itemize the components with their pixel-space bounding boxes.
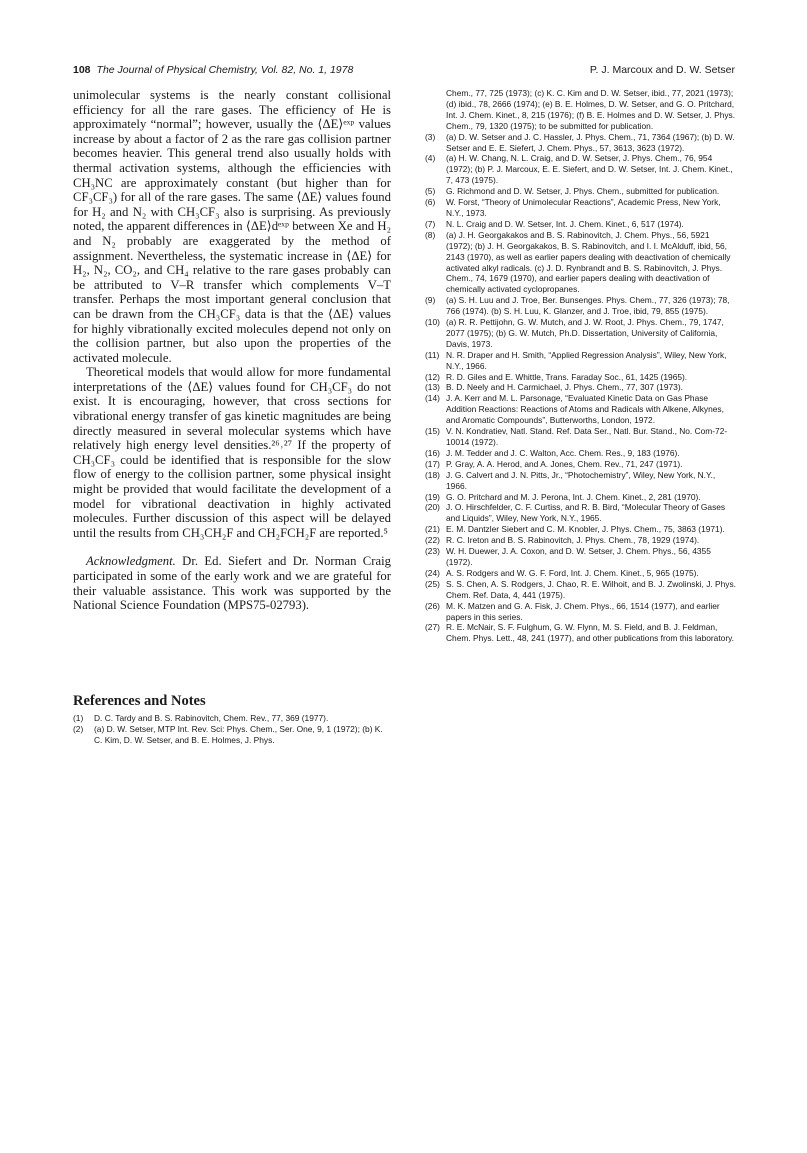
acknowledgment-text: Dr. Ed. Siefert and Dr. Norman Craig participated in some of the early work and we are grateful for their valuable assistance. This work was supported by the National Science Foundation (MPS75-02793). bbox=[73, 554, 391, 613]
reference-number: (2) bbox=[73, 723, 84, 734]
reference-number: (18) bbox=[425, 469, 440, 480]
reference-number: (6) bbox=[425, 197, 436, 208]
reference-number: (11) bbox=[425, 349, 440, 360]
running-header bbox=[73, 64, 735, 80]
reference-item bbox=[425, 524, 737, 535]
reference-text: J. O. Hirschfelder, C. F. Curtiss, and R. B. Bird, “Molecular Theory of Gases and Liquids”, Wiley, New York, N.Y., 1965. bbox=[446, 502, 726, 524]
acknowledgment-paragraph bbox=[73, 554, 391, 612]
reference-item bbox=[425, 295, 737, 317]
journal-citation: The Journal of Physical Chemistry, Vol. 82, No. 1, 1978 bbox=[96, 64, 354, 76]
reference-text: (a) H. W. Chang, N. L. Craig, and D. W. Setser, J. Phys. Chem., 76, 954 (1972); (b) P. J. Marcoux, E. E. Siefert, and D. W. Setser, Int. J. Chem. Kinet., 7, 473 (1975). bbox=[446, 153, 733, 186]
reference-item bbox=[425, 470, 737, 492]
reference-text: R. C. Ireton and B. S. Rabinovitch, J. Phys. Chem., 78, 1929 (1974). bbox=[446, 535, 700, 546]
reference-text: B. D. Neely and H. Carmichael, J. Phys. Chem., 77, 307 (1973). bbox=[446, 382, 683, 393]
reference-number: (22) bbox=[425, 535, 440, 546]
reference-item bbox=[73, 713, 391, 724]
reference-text: (a) D. W. Setser and J. C. Hassler, J. Phys. Chem., 71, 7364 (1967); (b) D. W. Setser and E. E. Siefert, J. Chem. Phys., 57, 3613, 3623 (1972). bbox=[446, 131, 735, 153]
reference-number: (27) bbox=[425, 622, 440, 633]
header-left bbox=[73, 64, 353, 76]
body-paragraph-2: Theoretical models that would allow for more fundamental interpretations of the ⟨ΔE⟩ values found for CH₃CF₃ do not exist. It is encouraging, however, that cross sections for vibrational energy transfer of gas kinetic magnitudes are being directly measured in several molecular systems which have relatively high energy level densities.²⁶˒²⁷ If the property of CH₃CF₃ could be identified that is responsible for the slow flow of energy to the collision partner, some physical insight might be provided that would facilitate the development of a model for vibrational deactivation in highly activated molecules. Further discussion of this aspect will be delayed until the results from CH₃CH₂F and CH₂FCH₂F are reported.⁵ bbox=[73, 365, 391, 540]
reference-item bbox=[425, 382, 737, 393]
reference-number: (17) bbox=[425, 458, 440, 469]
reference-text: (a) S. H. Luu and J. Troe, Ber. Bunsenges. Phys. Chem., 77, 326 (1973); 78, 766 (1974). (b) S. H. Luu, K. Glanzer, and J. Troe, ibid, 79, 855 (1975). bbox=[446, 295, 730, 317]
reference-number: (16) bbox=[425, 447, 440, 458]
reference-text: W. Forst, “Theory of Unimolecular Reactions”, Academic Press, New York, N.Y., 1973. bbox=[446, 197, 721, 218]
reference-text: (a) J. H. Georgakakos and B. S. Rabinovitch, J. Chem. Phys., 56, 5921 (1972); (b) J. H. Georgakakos, B. S. Rabinovitch, and I. I. McAlduff, ibid, 56, 2143 (1970), as well as earlier papers dealing with deactivation of chemically activated alkyl radicals. (c) J. D. Rynbrandt and B. S. Rabinovitch, J. Phys. Chem., 74, 1679 (1970), and earlier papers dealing with deactivation of chemically activated cyclopropanes. bbox=[446, 229, 731, 295]
reference-item bbox=[425, 186, 737, 197]
reference-text: R. D. Giles and E. Whittle, Trans. Faraday Soc., 61, 1425 (1965). bbox=[446, 371, 688, 382]
reference-text: N. R. Draper and H. Smith, “Applied Regression Analysis”, Wiley, New York, N.Y., 1966. bbox=[446, 349, 727, 371]
reference-item bbox=[425, 197, 737, 219]
reference-number: (5) bbox=[425, 186, 436, 197]
reference-number: (14) bbox=[425, 393, 440, 404]
reference-number: (9) bbox=[425, 295, 436, 306]
reference-item bbox=[425, 459, 737, 470]
reference-text: W. H. Duewer, J. A. Coxon, and D. W. Setser, J. Chem. Phys., 56, 4355 (1972). bbox=[446, 546, 711, 567]
reference-text: R. E. McNair, S. F. Fulghum, G. W. Flynn, M. S. Field, and B. J. Feldman, Chem. Phys. Lett., 48, 241 (1977), and other publications from this laboratory. bbox=[446, 622, 735, 644]
reference-text: J. M. Tedder and J. C. Walton, Acc. Chem. Res., 9, 183 (1976). bbox=[446, 447, 680, 458]
references-list-right bbox=[425, 88, 737, 644]
reference-item bbox=[425, 153, 737, 186]
reference-text: J. A. Kerr and M. L. Parsonage, “Evaluated Kinetic Data on Gas Phase Addition Reactions: Reactions of Atoms and Radicals with Alkene, Alkynes, and Aromatic Compounds”, Butterworths, London, 1972. bbox=[446, 393, 724, 426]
acknowledgment-label: Acknowledgment. bbox=[86, 554, 176, 569]
reference-number: (25) bbox=[425, 578, 440, 589]
reference-continuation bbox=[425, 88, 737, 132]
reference-text: G. O. Pritchard and M. J. Perona, Int. J. Chem. Kinet., 2, 281 (1970). bbox=[446, 491, 701, 502]
references-heading: References and Notes bbox=[73, 693, 206, 709]
reference-item bbox=[425, 350, 737, 372]
reference-text: E. M. Dantzler Siebert and C. M. Knobler, J. Phys. Chem., 75, 3863 (1971). bbox=[446, 524, 725, 535]
reference-item bbox=[425, 601, 737, 623]
body-text-column bbox=[73, 88, 391, 613]
reference-text: D. C. Tardy and B. S. Rabinovitch, Chem. Rev., 77, 369 (1977). bbox=[94, 713, 329, 723]
reference-number: (7) bbox=[425, 218, 436, 229]
reference-number: (24) bbox=[425, 567, 440, 578]
reference-number: (19) bbox=[425, 491, 440, 502]
reference-text: A. S. Rodgers and W. G. F. Ford, Int. J. Chem. Kinet., 5, 965 (1975). bbox=[446, 567, 699, 578]
reference-item bbox=[425, 132, 737, 154]
reference-text: G. Richmond and D. W. Setser, J. Phys. Chem., submitted for publication. bbox=[446, 186, 720, 197]
reference-item bbox=[425, 492, 737, 503]
reference-item bbox=[425, 230, 737, 295]
reference-item bbox=[425, 393, 737, 426]
reference-number: (21) bbox=[425, 524, 440, 535]
reference-text: Chem., 77, 725 (1973); (c) K. C. Kim and D. W. Setser, ibid., 77, 2021 (1973); (d) ibid., 78, 2666 (1974); (e) B. E. Holmes, D. W. Setser, and G. O. Pritchard, Int. J. Chem. Kinet., 8, 215 (1976); (f) B. E. Holmes and D. W. Setser, J. Phys. Chem., 79, 1320 (1975); to be submitted for publication. bbox=[446, 88, 736, 131]
reference-item bbox=[425, 622, 737, 644]
reference-text: N. L. Craig and D. W. Setser, Int. J. Chem. Kinet., 6, 517 (1974). bbox=[446, 218, 684, 229]
reference-item bbox=[425, 579, 737, 601]
reference-text: (a) D. W. Setser, MTP Int. Rev. Sci: Phys. Chem., Ser. One, 9, 1 (1972); (b) K. C. Kim, D. W. Setser, and B. E. Holmes, J. Phys. bbox=[94, 723, 383, 745]
reference-text: S. S. Chen, A. S. Rodgers, J. Chao, R. E. Wilhoit, and B. J. Zwolinski, J. Phys. Chem. Ref. Data, 4, 441 (1975). bbox=[446, 578, 736, 600]
reference-number: (12) bbox=[425, 371, 440, 382]
reference-item bbox=[425, 568, 737, 579]
reference-text: J. G. Calvert and J. N. Pitts, Jr., “Photochemistry”, Wiley, New York, N.Y., 1966. bbox=[446, 469, 716, 491]
reference-text: P. Gray, A. A. Herod, and A. Jones, Chem. Rev., 71, 247 (1971). bbox=[446, 458, 683, 469]
reference-number: (8) bbox=[425, 229, 436, 240]
reference-number: (26) bbox=[425, 600, 440, 611]
reference-item bbox=[425, 219, 737, 230]
reference-text: (a) R. R. Pettijohn, G. W. Mutch, and J. W. Root, J. Phys. Chem., 79, 1747, 2077 (1975); (b) G. W. Mutch, Ph.D. Dissertation, University of California, Davis, 1973. bbox=[446, 317, 724, 349]
references-list-left bbox=[73, 713, 391, 746]
reference-number: (15) bbox=[425, 426, 440, 437]
body-paragraph-1: unimolecular systems is the nearly constant collisional efficiency for all the rare gases. The efficiency of He is approximately “normal”; however, usually the ⟨ΔE⟩ᵉˣᵖ values increase by about a factor of 2 as the rare gas collision partner becomes heavier. This general trend also usually holds with thermal activation systems, although the efficiencies with CH₃NC are approximately constant (but higher than for CF₃CF₃) for all of the rare gases. The same ⟨ΔE⟩ values found for H₂ and N₂ with CH₃CF₃ also is surprising. As previously noted, the apparent differences in ⟨ΔE⟩dᵉˣᵖ between Xe and H₂ and N₂ probably are exaggerated by the method of assignment. Nevertheless, the systematic increase in ⟨ΔE⟩ for H₂, N₂, CO₂, and CH₄ relative to the rare gases probably can be attributed to V–R transfer which complements V–T transfer. Perhaps the most important general conclusion that can be drawn from the CH₃CF₃ data is that the ⟨ΔE⟩ values for highly vibrationally excited molecules depend not only on the collision partner, but also upon the properties of the activated molecule. bbox=[73, 88, 391, 365]
reference-number: (4) bbox=[425, 153, 436, 164]
page-number: 108 bbox=[73, 64, 91, 76]
reference-number: (1) bbox=[73, 713, 84, 723]
reference-item bbox=[425, 372, 737, 383]
reference-item bbox=[73, 724, 391, 746]
reference-number: (23) bbox=[425, 546, 440, 557]
reference-item bbox=[425, 426, 737, 448]
reference-item bbox=[425, 546, 737, 568]
reference-item bbox=[425, 502, 737, 524]
reference-text: M. K. Matzen and G. A. Fisk, J. Chem. Phys., 66, 1514 (1977), and earlier papers in this series. bbox=[446, 600, 720, 622]
reference-text: V. N. Kondratiev, Natl. Stand. Ref. Data Ser., Natl. Bur. Stand., No. Com-72-10014 (1972). bbox=[446, 426, 728, 447]
reference-number: (20) bbox=[425, 502, 440, 513]
reference-item bbox=[425, 535, 737, 546]
reference-number: (3) bbox=[425, 131, 436, 142]
reference-number: (10) bbox=[425, 317, 440, 328]
reference-number: (13) bbox=[425, 382, 440, 393]
header-authors: P. J. Marcoux and D. W. Setser bbox=[589, 64, 735, 76]
reference-item bbox=[425, 317, 737, 350]
reference-item bbox=[425, 448, 737, 459]
